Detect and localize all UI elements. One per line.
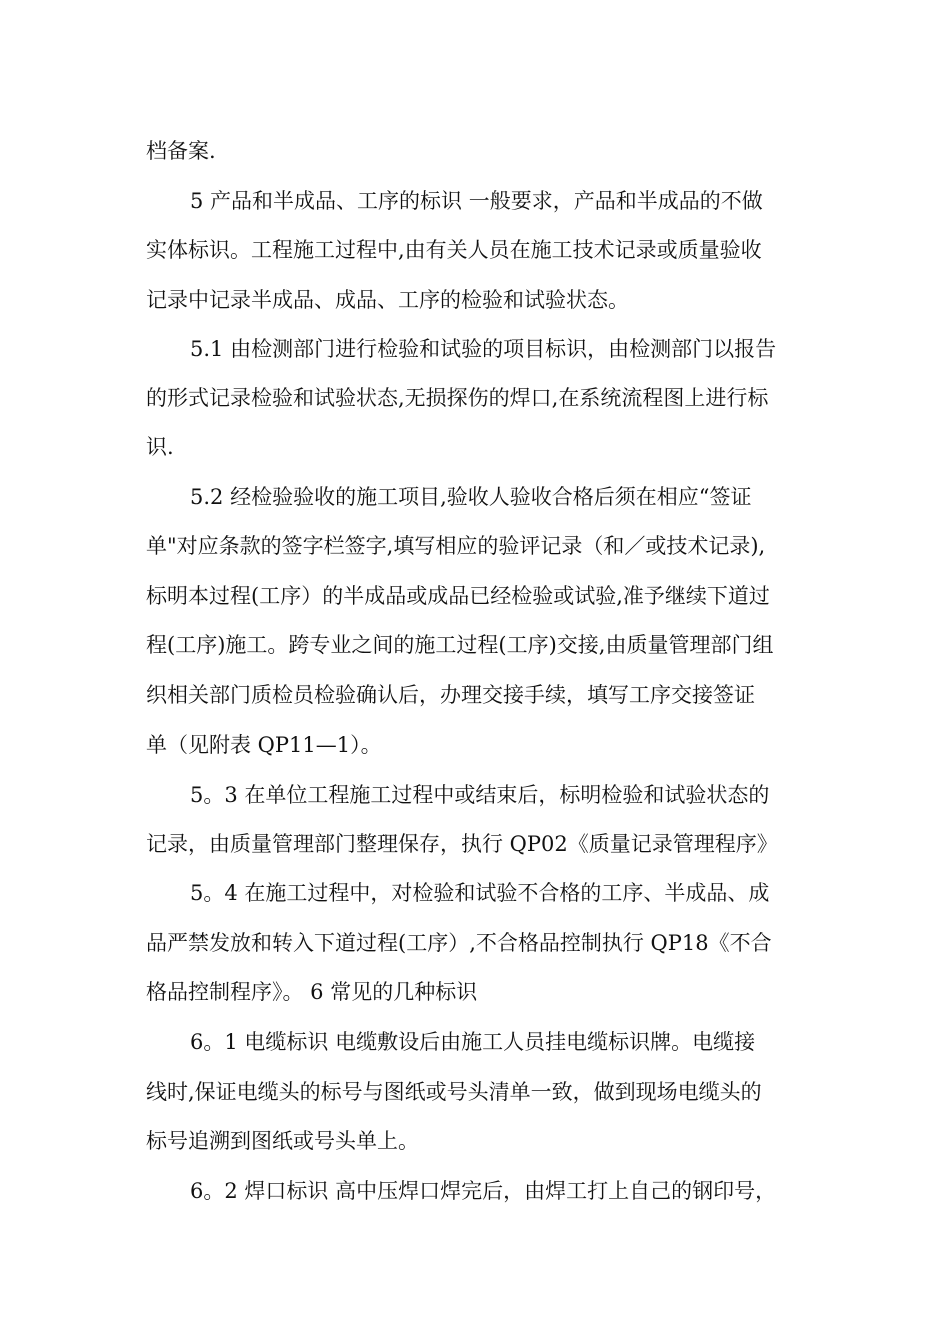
text-line-content: 单"对应条款的签字栏签字,填写相应的验评记录（和／或技术记录), bbox=[146, 534, 766, 558]
text-line bbox=[0, 427, 950, 467]
text-line-content: 5 产品和半成品、工序的标识 一般要求，产品和半成品的不做 bbox=[190, 189, 763, 213]
text-line bbox=[0, 477, 950, 517]
text-line bbox=[0, 625, 950, 665]
text-line bbox=[0, 1121, 950, 1161]
text-line bbox=[0, 280, 950, 320]
text-line-content: 织相关部门质检员检验确认后，办理交接手续，填写工序交接签证 bbox=[146, 683, 755, 707]
text-line-content: 的形式记录检验和试验状态,无损探伤的焊口,在系统流程图上进行标 bbox=[146, 386, 769, 410]
text-line-content: 格品控制程序》。 6 常见的几种标识 bbox=[146, 980, 478, 1004]
text-line bbox=[0, 329, 950, 369]
text-line-content: 6。1 电缆标识 电缆敷设后由施工人员挂电缆标识牌。电缆接 bbox=[190, 1030, 756, 1054]
text-line bbox=[0, 972, 950, 1012]
text-line-content: 档备案. bbox=[146, 139, 216, 163]
text-line bbox=[0, 181, 950, 221]
text-line bbox=[0, 675, 950, 715]
text-line-content: 单（见附表 QP11—1）。 bbox=[146, 733, 382, 757]
text-line bbox=[0, 1171, 950, 1211]
text-line-content: 识. bbox=[146, 435, 174, 459]
text-line bbox=[0, 1072, 950, 1112]
text-line-content: 实体标识。工程施工过程中,由有关人员在施工技术记录或质量验收 bbox=[146, 238, 762, 262]
text-line-content: 5.2 经检验验收的施工项目,验收人验收合格后须在相应“签证 bbox=[190, 485, 752, 509]
text-line bbox=[0, 576, 950, 616]
text-line-content: 5。4 在施工过程中，对检验和试验不合格的工序、半成品、成 bbox=[190, 881, 770, 905]
text-line bbox=[0, 526, 950, 566]
text-line bbox=[0, 775, 950, 815]
text-line-content: 5。3 在单位工程施工过程中或结束后，标明检验和试验状态的 bbox=[190, 783, 770, 807]
text-line-content: 线时,保证电缆头的标号与图纸或号头清单一致，做到现场电缆头的 bbox=[146, 1080, 762, 1104]
text-line-content: 标明本过程(工序）的半成品或成品已经检验或试验,准予继续下道过 bbox=[146, 584, 770, 608]
text-line-content: 6。2 焊口标识 高中压焊口焊完后，由焊工打上自己的钢印号， bbox=[190, 1179, 777, 1203]
text-line-content: 记录中记录半成品、成品、工序的检验和试验状态。 bbox=[146, 288, 629, 312]
text-line bbox=[0, 1022, 950, 1062]
text-line-content: 品严禁发放和转入下道过程(工序）,不合格品控制执行 QP18《不合 bbox=[146, 931, 772, 955]
text-line-content: 记录，由质量管理部门整理保存，执行 QP02《质量记录管理程序》 bbox=[146, 832, 778, 856]
text-line bbox=[0, 131, 950, 171]
text-line bbox=[0, 230, 950, 270]
text-line-content: 程(工序)施工。跨专业之间的施工过程(工序)交接,由质量管理部门组 bbox=[146, 633, 774, 657]
text-line bbox=[0, 824, 950, 864]
text-line bbox=[0, 378, 950, 418]
text-line-content: 5.1 由检测部门进行检验和试验的项目标识，由检测部门以报告 bbox=[190, 337, 777, 361]
text-line bbox=[0, 873, 950, 913]
text-line bbox=[0, 725, 950, 765]
text-line-content: 标号追溯到图纸或号头单上。 bbox=[146, 1129, 419, 1153]
text-line bbox=[0, 923, 950, 963]
